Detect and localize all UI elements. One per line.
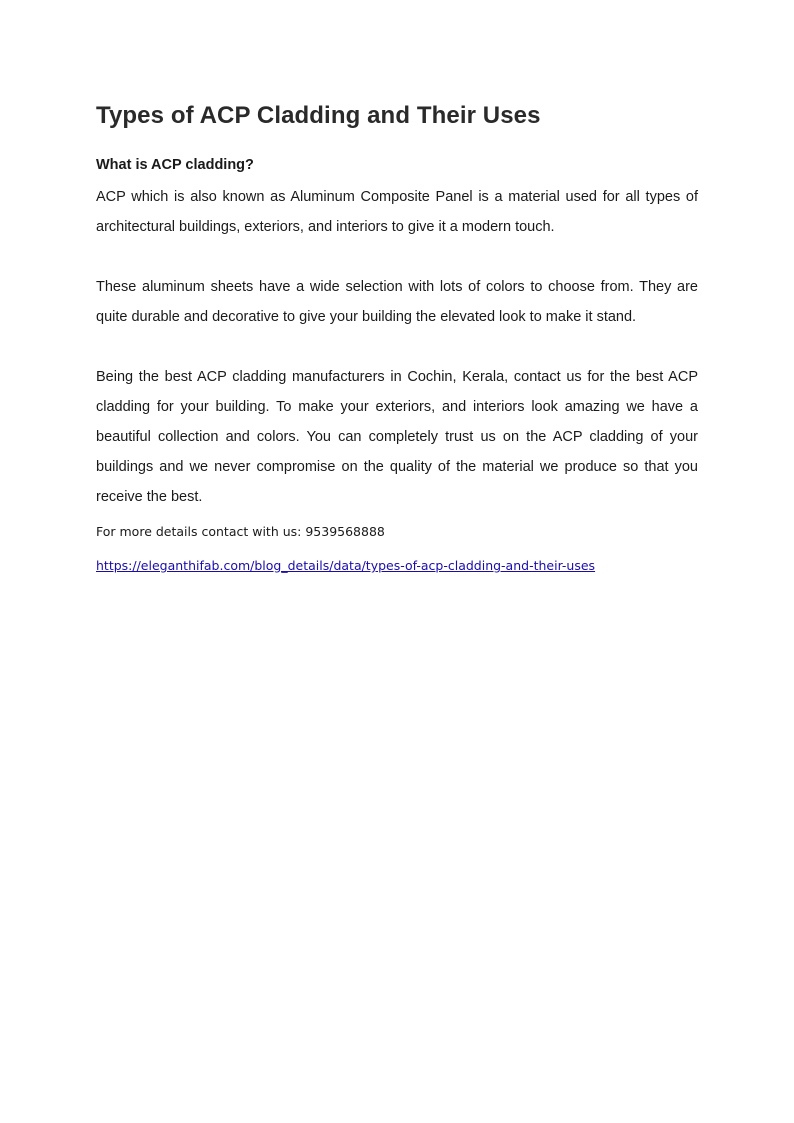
blog-link[interactable]: https://eleganthifab.com/blog_details/data/types-of-acp-cladding-and-their-uses	[96, 558, 596, 573]
document-page	[96, 100, 698, 576]
section-heading: What is ACP cladding?	[96, 157, 254, 173]
contact-line: For more details contact with us: 9539568888	[96, 524, 385, 539]
paragraph-intro: ACP which is also known as Aluminum Composite Panel is a material used for all types of architectural buildings, exteriors, and interiors to give it a modern touch.	[96, 189, 698, 235]
paragraph-colors: These aluminum sheets have a wide selection with lots of colors to choose from. They are quite durable and decorative to give your building the elevated look to make it stand.	[96, 279, 698, 325]
page-title: Types of ACP Cladding and Their Uses	[96, 102, 541, 129]
paragraph-manufacturers: Being the best ACP cladding manufacturers in Cochin, Kerala, contact us for the best ACP cladding for your building. To make your exteriors, and interiors look amazing we have a beautiful collection and colors. You can completely trust us on the ACP cladding of your buildings and we never compromise on the quality of the material we produce so that you receive the best.	[96, 369, 698, 505]
